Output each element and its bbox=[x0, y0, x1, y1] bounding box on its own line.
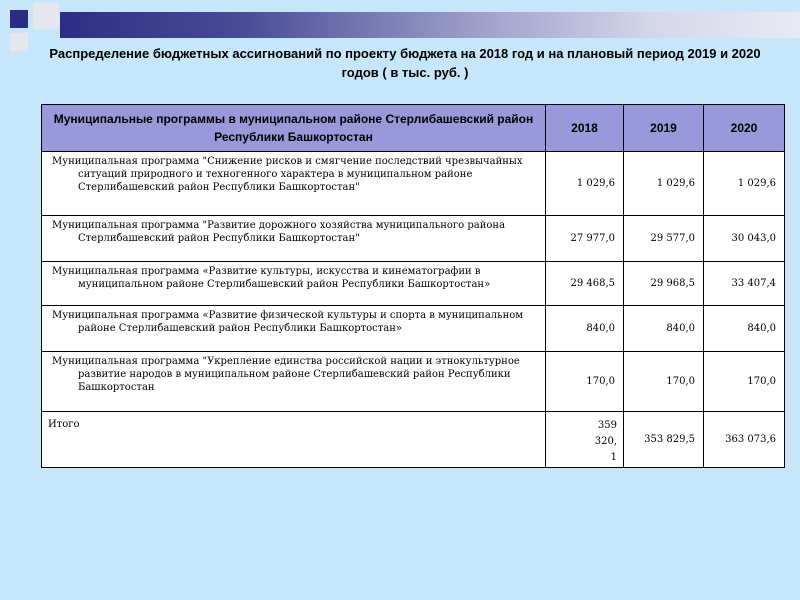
decor-square-light-large bbox=[33, 3, 59, 29]
value-2018: 27 977,0 bbox=[546, 216, 624, 262]
value-2019: 840,0 bbox=[624, 306, 704, 352]
table-header-row bbox=[42, 105, 785, 152]
table-row bbox=[42, 216, 785, 262]
slide-title: Распределение бюджетных ассигнований по проекту бюджета на 2018 год и на плановый период 2019 и 2020 годов ( в тыс. руб. ) bbox=[49, 46, 761, 80]
table-row bbox=[42, 152, 785, 216]
program-name: Муниципальная программа «Развитие физической культуры и спорта в муниципальном районе Стерлибашевский район Республики Башкортостан» bbox=[42, 306, 546, 352]
value-2018: 840,0 bbox=[546, 306, 624, 352]
value-2020: 840,0 bbox=[704, 306, 785, 352]
total-label: Итого bbox=[42, 412, 546, 468]
value-2018: 170,0 bbox=[546, 352, 624, 412]
value-2019: 1 029,6 bbox=[624, 152, 704, 216]
total-value-2018-part: 359 bbox=[597, 420, 617, 431]
value-2019: 29 968,5 bbox=[624, 262, 704, 306]
value-2020: 33 407,4 bbox=[704, 262, 785, 306]
header-2019: 2019 bbox=[624, 105, 704, 152]
value-2020: 1 029,6 bbox=[704, 152, 785, 216]
program-name: Муниципальная программа "Укрепление единства российской нации и этнокультурное развитие народов в муниципальном районе Стерлибашевский район Республики Башкортостан bbox=[42, 352, 546, 412]
total-value-2019: 353 829,5 bbox=[624, 412, 704, 468]
value-2019: 29 577,0 bbox=[624, 216, 704, 262]
header-gradient-band bbox=[60, 12, 800, 38]
program-name: Муниципальная программа «Развитие культуры, искусства и кинематографии в муниципальном районе Стерлибашевский район Республики Башкортостан» bbox=[42, 262, 546, 306]
budget-table bbox=[41, 104, 785, 468]
value-2020: 170,0 bbox=[704, 352, 785, 412]
value-2020: 30 043,0 bbox=[704, 216, 785, 262]
value-2019: 170,0 bbox=[624, 352, 704, 412]
header-2018: 2018 bbox=[546, 105, 624, 152]
total-row bbox=[42, 412, 785, 468]
total-value-2018-part: 1 bbox=[610, 452, 617, 463]
table-row bbox=[42, 262, 785, 306]
header-2020: 2020 bbox=[704, 105, 785, 152]
table-row bbox=[42, 352, 785, 412]
decor-square-dark bbox=[10, 10, 28, 28]
value-2018: 1 029,6 bbox=[546, 152, 624, 216]
program-name: Муниципальная программа "Развитие дорожного хозяйства муниципального района Стерлибашевский район Республики Башкортостан" bbox=[42, 216, 546, 262]
value-2018: 29 468,5 bbox=[546, 262, 624, 306]
header-programs: Муниципальные программы в муниципальном районе Стерлибашевский район Республики Башкортостан bbox=[42, 105, 546, 152]
program-name: Муниципальная программа "Снижение рисков и смягчение последствий чрезвычайных ситуаций природного и техногенного характера в муниципальном районе Стерлибашевский район Республики Башкортостан" bbox=[42, 152, 546, 216]
total-value-2020: 363 073,6 bbox=[704, 412, 785, 468]
total-value-2018-part: 320, bbox=[594, 436, 617, 447]
table-row bbox=[42, 306, 785, 352]
total-value-2018 bbox=[546, 412, 624, 468]
decor-square-light-small bbox=[10, 33, 28, 51]
